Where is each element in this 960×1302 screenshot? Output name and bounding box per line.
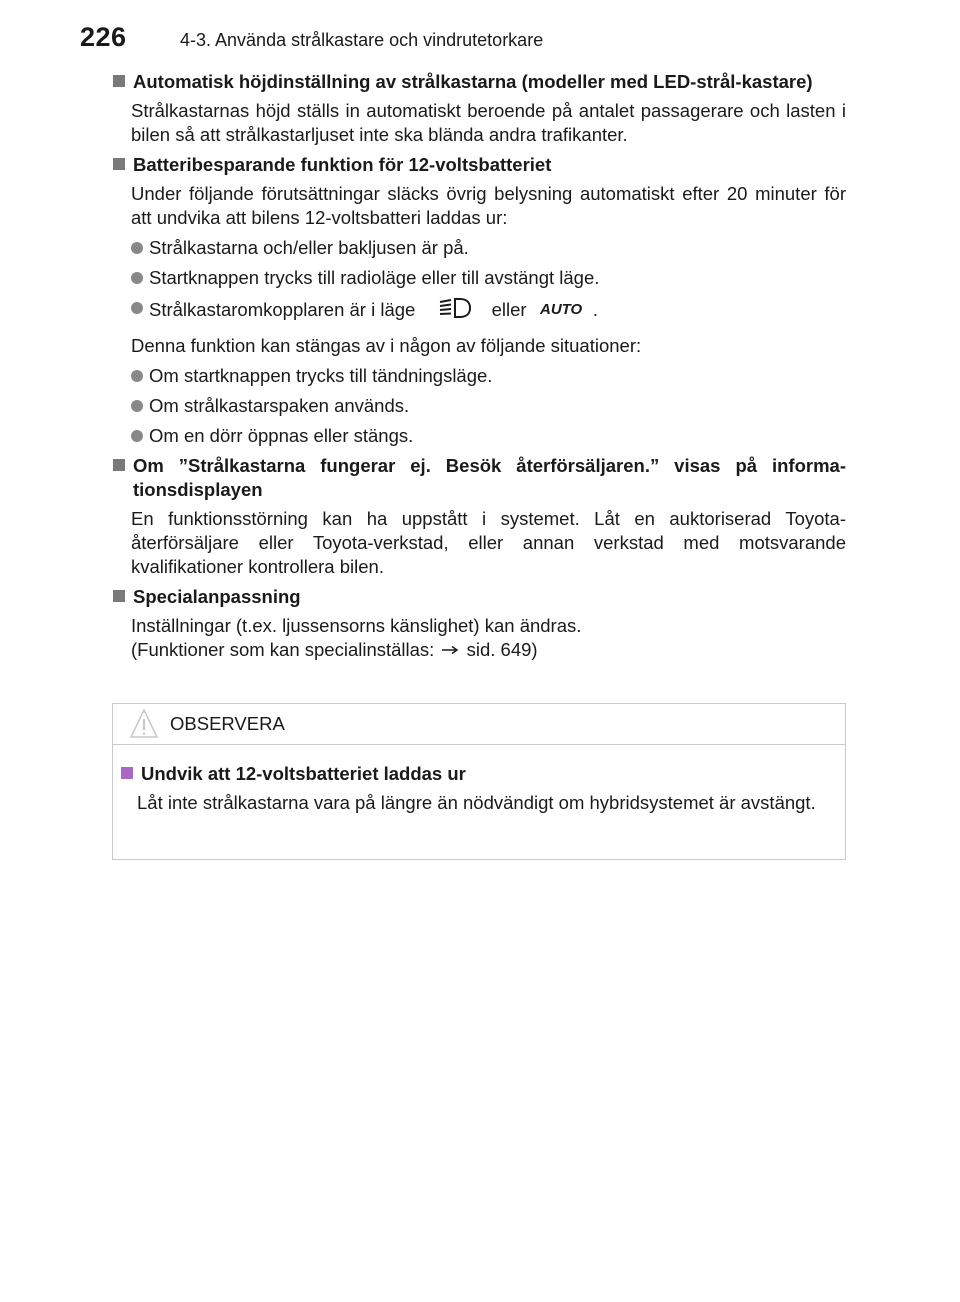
warning-header: [113, 704, 845, 745]
section-battery-saver: [113, 153, 846, 448]
square-bullet-icon: [113, 75, 125, 87]
warning-box: [112, 703, 846, 860]
square-bullet-icon: [113, 459, 125, 471]
section-body: Strålkastarnas höjd ställs in automatiskt beroende på antalet passagerare och lasten i bilen så att strålkastarljuset inte ska blända andra trafikanter.: [131, 100, 846, 145]
headlight-icon: [438, 296, 472, 326]
section-body: Inställningar (t.ex. ljussensorns känslighet) kan ändras.: [131, 615, 582, 636]
list-item: Strålkastaromkopplaren är i läge eller AUTO .: [113, 296, 846, 326]
section-heading: Automatisk höjdinställning av strålkastarna (modeller med LED-strål-kastare): [113, 70, 846, 94]
warning-triangle-icon: [129, 708, 159, 745]
page-link[interactable]: sid. 649): [466, 639, 538, 660]
page-reference: (Funktioner som kan specialinställas: sid. 649): [113, 638, 846, 663]
square-bullet-icon: [113, 158, 125, 170]
list-item: Om strålkastarspaken används.: [113, 394, 846, 418]
section-heading: Om ”Strålkastarna fungerar ej. Besök återförsäljaren.” visas på informa-tionsdisplayen: [113, 454, 846, 502]
section-auto-leveling: [113, 70, 846, 147]
round-bullet-icon: [131, 272, 143, 284]
auto-mode-icon: [540, 298, 584, 324]
list-item: Startknappen trycks till radioläge eller till avstängt läge.: [113, 266, 846, 290]
warning-text: Låt inte strålkastarna vara på längre än nödvändigt om hybridsystemet är avstängt.: [137, 792, 816, 813]
round-bullet-icon: [131, 400, 143, 412]
chapter-title: 4-3. Använda strålkastare och vindrutetorkare: [180, 30, 544, 50]
square-bullet-icon: [121, 767, 133, 779]
round-bullet-icon: [131, 430, 143, 442]
section-heading: Batteribesparande funktion för 12-voltsbatteriet: [113, 153, 846, 177]
round-bullet-icon: [131, 302, 143, 314]
section-heading: Specialanpassning: [113, 585, 846, 609]
auto-icon-label: AUTO: [539, 301, 582, 318]
list-item: Strålkastarna och/eller bakljusen är på.: [113, 236, 846, 260]
main-content: [113, 70, 846, 669]
square-bullet-icon: [113, 590, 125, 602]
arrow-right-icon: [441, 639, 459, 663]
warning-heading: Undvik att 12-voltsbatteriet laddas ur: [121, 762, 833, 786]
warning-body: [113, 745, 845, 815]
list-item: Om en dörr öppnas eller stängs.: [113, 424, 846, 448]
list-item: Om startknappen trycks till tändningsläge.: [113, 364, 846, 388]
round-bullet-icon: [131, 370, 143, 382]
section-intro: Under följande förutsättningar släcks övrig belysning automatiskt efter 20 minuter för att undvika att bilens 12-voltsbatteri laddas ur:: [131, 183, 846, 228]
section-body: En funktionsstörning kan ha uppstått i systemet. Låt en auktoriserad Toyota-återförsäljare eller Toyota-verkstad, eller annan verkstad med motsvarande kvalifikationer kontrollera bilen.: [131, 508, 846, 577]
round-bullet-icon: [131, 242, 143, 254]
section-cancel-intro: Denna funktion kan stängas av i någon av följande situationer:: [131, 335, 642, 356]
section-malfunction: [113, 454, 846, 579]
warning-title: OBSERVERA: [170, 713, 285, 734]
page-number: 226: [80, 22, 127, 52]
section-customization: [113, 585, 846, 663]
